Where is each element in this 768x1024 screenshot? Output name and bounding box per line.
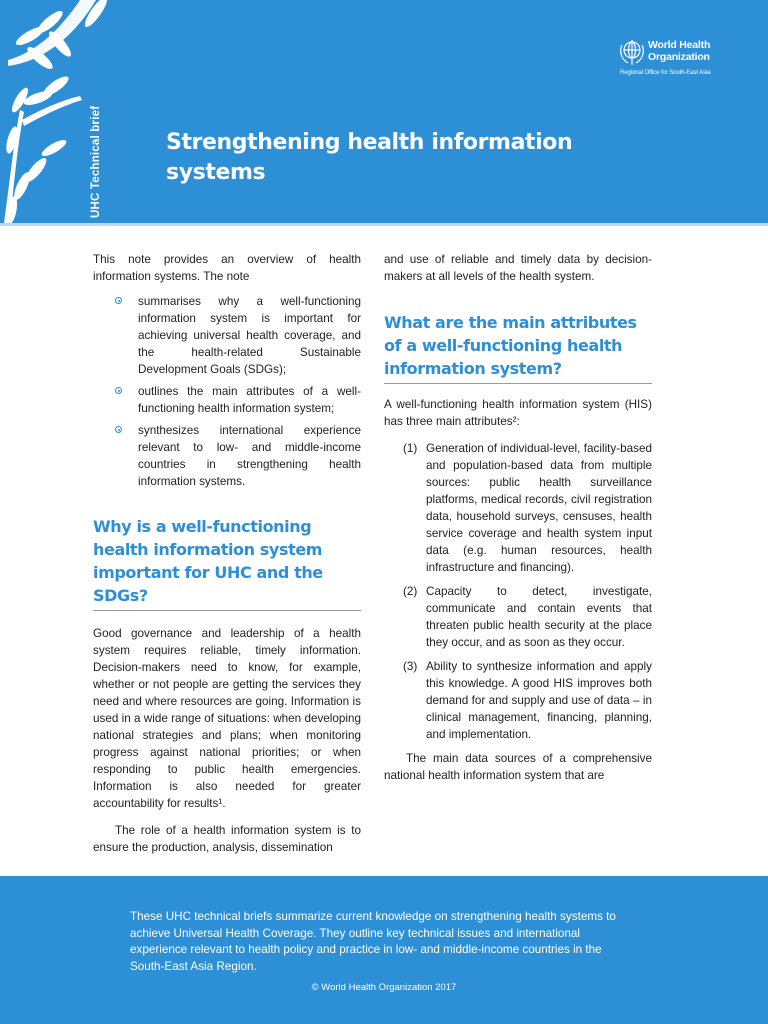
footer-description: These UHC technical briefs summarize current knowledge on strengthening health systems to achieve Universal Health Coverage. They outline key technical issues and international experience relevant to health policy and practice in low- and middle-income countries in the South-East Asia Region.: [130, 910, 616, 973]
item-text: Generation of individual-level, facility-based and population-based data from multiple sources: public health surveillance platforms, medical records, civil registration data, household surveys, censuses, health service coverage and health system input data (e.g. human resources, health infrastructure and financing).: [426, 442, 652, 574]
brief-type-label: UHC Technical brief: [90, 105, 102, 218]
bullet-text: synthesizes international experience relevant to low- and middle-income countries in strengthening health information systems.: [138, 424, 361, 488]
who-logo: [618, 37, 728, 83]
right-column: [384, 251, 652, 784]
item-number: (1): [403, 442, 418, 455]
data-sources-paragraph: The main data sources of a comprehensive national health information system that are: [384, 752, 652, 782]
list-item: [93, 383, 361, 417]
list-item: [93, 422, 361, 490]
overview-bullet-list: [93, 293, 361, 490]
who-region: Regional Office for South-East Asia: [620, 70, 711, 76]
laurel-branch-icon: [0, 0, 170, 223]
list-item: [384, 583, 652, 651]
item-number: (2): [403, 585, 418, 598]
list-item: [384, 440, 652, 576]
header-banner: [0, 0, 768, 223]
governance-paragraph: Good governance and leadership of a health system requires reliable, timely information. Decision-makers need to know, for example, whether or not people are getting the services they need and where resources are going. Information is used in a wide range of situations: when developing national strategies and plans; when monitoring progress against national priorities; or when responding to public health emergencies. Information is also needed for greater accountability for results¹.: [93, 627, 361, 810]
who-emblem-icon: [618, 37, 646, 67]
left-column: [93, 251, 361, 856]
who-name: World Health Organization: [648, 39, 711, 63]
item-text: Capacity to detect, investigate, communicate and contain events that threaten public health security at the place they occur, and as soon as they occur.: [426, 585, 652, 649]
list-item: [384, 658, 652, 743]
bullet-icon: [115, 426, 122, 433]
intro-paragraph: This note provides an overview of health information systems. The note: [93, 253, 361, 283]
item-number: (3): [403, 660, 418, 673]
section-heading-attributes: What are the main attributes of a well-functioning health information system?: [384, 311, 652, 384]
attributes-intro: A well-functioning health information system (HIS) has three main attributes²:: [384, 398, 652, 428]
header-divider: [0, 223, 768, 226]
footer-banner: [0, 876, 768, 1024]
role-paragraph: The role of a health information system is to ensure the production, analysis, dissemination: [93, 824, 361, 854]
bullet-text: outlines the main attributes of a well-functioning health information system;: [138, 385, 361, 415]
page-title: Strengthening health information systems: [166, 130, 573, 185]
bullet-text: summarises why a well-functioning information system is important for achieving universal health coverage, and the health-related Sustainable Development Goals (SDGs);: [138, 295, 361, 376]
bullet-icon: [115, 297, 122, 304]
item-text: Ability to synthesize information and apply this knowledge. A good HIS improves both demand for and supply and use of data – in clinical management, financing, planning, and implementation.: [426, 660, 652, 741]
bullet-icon: [115, 387, 122, 394]
section-heading-why: Why is a well-functioning health information system important for UHC and the SDGs?: [93, 515, 361, 611]
attributes-list: [384, 440, 652, 743]
list-item: [93, 293, 361, 378]
copyright: © World Health Organization 2017: [311, 982, 457, 993]
continuation-paragraph: and use of reliable and timely data by decision-makers at all levels of the health system.: [384, 253, 652, 283]
